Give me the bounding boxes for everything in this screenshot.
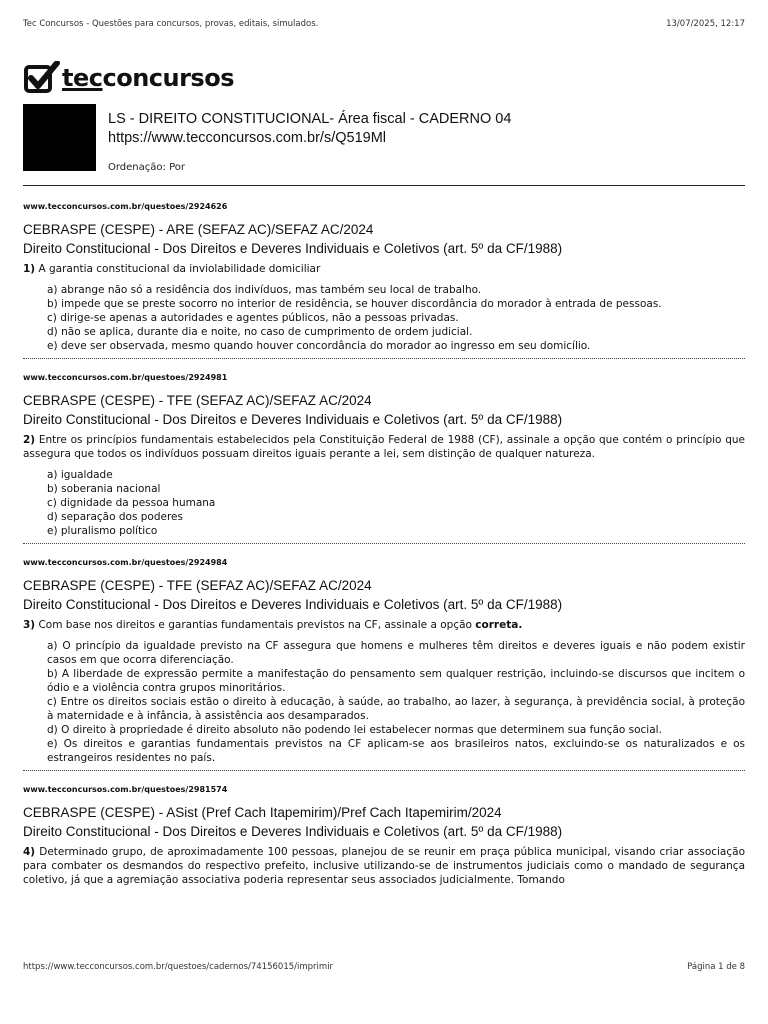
- qr-code: [23, 104, 96, 171]
- print-footer: [23, 962, 745, 974]
- checkmark-icon: [24, 61, 60, 95]
- question-2: [23, 371, 745, 544]
- question-statement: [23, 618, 745, 632]
- question-url[interactable]: www.tecconcursos.com.br/questoes/2924981: [23, 373, 228, 382]
- question-number: 3): [23, 619, 36, 631]
- question-banca: CEBRASPE (CESPE) - TFE (SEFAZ AC)/SEFAZ AC/2024: [23, 578, 372, 593]
- question-text: A garantia constitucional da inviolabilidade domiciliar: [38, 263, 321, 275]
- alternative-e: e) pluralismo político: [47, 525, 158, 537]
- logo-text-concursos: concursos: [102, 64, 234, 92]
- alternatives: [23, 639, 745, 765]
- print-datetime: 13/07/2025, 12:17: [666, 19, 745, 29]
- alternative-c: c) dirige-se apenas a autoridades e agentes públicos, não a pessoas privadas.: [47, 312, 459, 324]
- question-materia: Direito Constitucional - Dos Direitos e Deveres Individuais e Coletivos (art. 5º da CF/1988): [23, 824, 563, 839]
- alternative-d: d) O direito à propriedade é direito absoluto não podendo lei estabelecer normas que determinem sua função social.: [47, 724, 662, 736]
- page-number: Página 1 de 8: [687, 962, 745, 972]
- question-text: Determinado grupo, de aproximadamente 100 pessoas, planejou de se reunir em praça pública municipal, visando criar associação para combater os desmandos do respectivo prefeito, inclusive utilizando-se de instrumentos judiciais como o mandado de segurança coletivo, já que a agremiação associativa poderia representar seus associados judicialmente. Tomando: [23, 846, 745, 886]
- question-materia: Direito Constitucional - Dos Direitos e Deveres Individuais e Coletivos (art. 5º da CF/1988): [23, 597, 563, 612]
- caderno-title: LS - DIREITO CONSTITUCIONAL- Área fiscal - CADERNO 04: [108, 111, 512, 127]
- alternative-a: a) igualdade: [47, 469, 113, 481]
- alternative-b: b) soberania nacional: [47, 483, 161, 495]
- question-banca: CEBRASPE (CESPE) - ARE (SEFAZ AC)/SEFAZ AC/2024: [23, 222, 374, 237]
- tecconcursos-logo[interactable]: [24, 60, 234, 96]
- question-materia: Direito Constitucional - Dos Direitos e Deveres Individuais e Coletivos (art. 5º da CF/1988): [23, 241, 563, 256]
- print-url: https://www.tecconcursos.com.br/questoes/cadernos/74156015/imprimir: [23, 962, 334, 972]
- alternative-d: d) não se aplica, durante dia e noite, no caso de cumprimento de ordem judicial.: [47, 326, 473, 338]
- question-statement: [23, 433, 745, 461]
- alternative-d: d) separação dos poderes: [47, 511, 183, 523]
- logo-text-tec: tec: [62, 64, 103, 92]
- alternatives: [23, 283, 745, 353]
- question-number: 4): [23, 846, 36, 858]
- ordenacao-label: Ordenação:: [108, 162, 166, 173]
- question-divider: [23, 358, 745, 359]
- print-page-title: Tec Concursos - Questões para concursos, provas, editais, simulados.: [23, 19, 319, 29]
- question-3: [23, 556, 745, 771]
- ordenacao: [108, 162, 185, 173]
- header-divider: [23, 185, 745, 186]
- question-banca: CEBRASPE (CESPE) - ASist (Pref Cach Itapemirim)/Pref Cach Itapemirim/2024: [23, 805, 502, 820]
- question-1: [23, 200, 745, 359]
- alternative-b: b) A liberdade de expressão permite a manifestação do pensamento sem qualquer restrição, incluindo-se discursos que incitem o ódio e a violência contra grupos minoritários.: [47, 668, 745, 694]
- alternative-b: b) impede que se preste socorro no interior de residência, se houver discordância do morador à entrada de pessoas.: [47, 298, 662, 310]
- question-divider: [23, 543, 745, 544]
- print-header: [23, 19, 745, 31]
- question-number: 1): [23, 263, 36, 275]
- question-banca: CEBRASPE (CESPE) - TFE (SEFAZ AC)/SEFAZ AC/2024: [23, 393, 372, 408]
- question-url[interactable]: www.tecconcursos.com.br/questoes/2924984: [23, 558, 228, 567]
- question-statement: [23, 845, 745, 887]
- caderno-url[interactable]: https://www.tecconcursos.com.br/s/Q519Ml: [108, 130, 387, 146]
- question-url[interactable]: www.tecconcursos.com.br/questoes/2981574: [23, 785, 228, 794]
- question-list: [23, 200, 745, 887]
- alternative-e: e) deve ser observada, mesmo quando houver concordância do morador ao ingresso em seu domicílio.: [47, 340, 591, 352]
- alternative-c: c) Entre os direitos sociais estão o direito à educação, à saúde, ao trabalho, ao lazer, à segurança, à previdência social, à proteção à maternidade e à infância, à assistência aos desamparados.: [47, 696, 745, 722]
- question-4: [23, 783, 745, 887]
- question-materia: Direito Constitucional - Dos Direitos e Deveres Individuais e Coletivos (art. 5º da CF/1988): [23, 412, 563, 427]
- alternative-e: e) Os direitos e garantias fundamentais previstos na CF aplicam-se aos brasileiros natos, excluindo-se os naturalizados e os estrangeiros residentes no país.: [47, 738, 745, 764]
- question-divider: [23, 770, 745, 771]
- alternative-a: a) O princípio da igualdade previsto na CF assegura que homens e mulheres têm direitos e deveres iguais e não podem existir casos em que ocorra diferenciação.: [47, 640, 745, 666]
- alternatives: [23, 468, 745, 538]
- logo-text: [62, 64, 234, 92]
- question-url[interactable]: www.tecconcursos.com.br/questoes/2924626: [23, 202, 228, 211]
- alternative-a: a) abrange não só a residência dos indivíduos, mas também seu local de trabalho.: [47, 284, 482, 296]
- question-statement: [23, 262, 745, 276]
- question-number: 2): [23, 434, 36, 446]
- question-text-emphasis: correta.: [475, 619, 523, 631]
- ordenacao-value: Por: [169, 162, 185, 173]
- alternative-c: c) dignidade da pessoa humana: [47, 497, 216, 509]
- question-text: Entre os princípios fundamentais estabelecidos pela Constituição Federal de 1988 (CF), assinale a opção que contém o princípio que assegura que todos os indivíduos possuam direitos iguais perante a lei, sem distinção de qualquer natureza.: [23, 434, 746, 460]
- question-text: Com base nos direitos e garantias fundamentais previstos na CF, assinale a opção: [38, 619, 476, 631]
